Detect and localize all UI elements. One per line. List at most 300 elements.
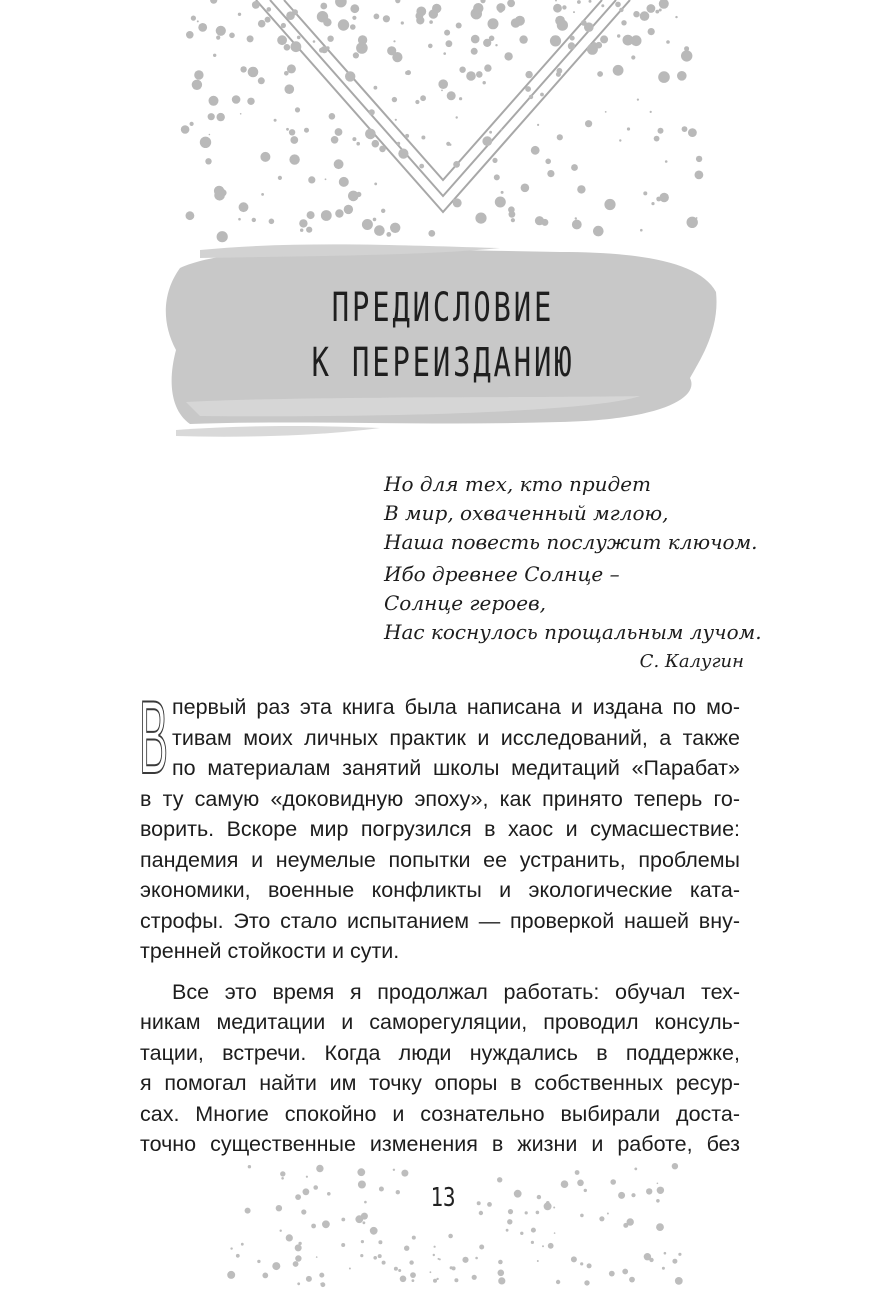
splatter-dot (334, 159, 344, 169)
splatter-dot (484, 64, 491, 71)
splatter-dot (326, 46, 330, 50)
splatter-dot (604, 199, 615, 210)
splatter-dot (682, 126, 688, 132)
splatter-dot (232, 95, 241, 104)
splatter-dot (248, 1165, 251, 1168)
splatter-dot (550, 35, 561, 46)
splatter-dot (637, 99, 639, 101)
splatter-dot (280, 1230, 282, 1232)
splatter-dot (198, 23, 207, 32)
splatter-dot (475, 213, 486, 224)
splatter-dot (521, 184, 530, 193)
splatter-dot (412, 1279, 415, 1282)
splatter-dot (313, 40, 316, 43)
splatter-dot (650, 111, 652, 113)
paragraph-2-line: сах. Многие спокойно и сознательно выбирали доста- (140, 1101, 740, 1126)
splatter-dot (644, 1253, 651, 1260)
splatter-dot (297, 1282, 300, 1285)
splatter-dot (480, 0, 485, 3)
splatter-dot (647, 4, 656, 13)
splatter-dot (640, 11, 650, 21)
splatter-dot (562, 5, 566, 9)
splatter-dot (383, 15, 390, 22)
splatter-dot (286, 128, 289, 131)
splatter-dot (265, 17, 271, 23)
epigraph-line: Ибо древнее Солнце – (384, 562, 620, 586)
splatter-dot (629, 1277, 635, 1283)
splatter-dot (433, 1254, 435, 1256)
splatter-dot (236, 1254, 240, 1258)
splatter-dot (573, 11, 575, 13)
splatter-dot (397, 142, 400, 145)
splatter-dot (352, 16, 356, 20)
splatter-dot (361, 1213, 368, 1220)
splatter-dot (577, 185, 585, 193)
splatter-dot (436, 1278, 438, 1280)
splatter-dot (295, 1244, 302, 1251)
splatter-dot (519, 35, 527, 43)
splatter-dot (662, 1267, 665, 1270)
splatter-dot (428, 44, 433, 49)
splatter-dot (687, 217, 698, 228)
splatter-dot (257, 1260, 260, 1263)
splatter-dot (208, 113, 215, 120)
splatter-dot (393, 40, 395, 42)
splatter-dot (317, 11, 328, 22)
splatter-dot (258, 77, 265, 84)
splatter-dot (216, 26, 226, 36)
splatter-dot (419, 164, 424, 169)
splatter-dot (281, 23, 286, 28)
splatter-dot (498, 8, 503, 13)
splatter-dot (353, 52, 359, 58)
splatter-dot (247, 98, 254, 105)
splatter-dot (623, 1223, 628, 1228)
splatter-dot (290, 136, 298, 144)
splatter-dot (489, 36, 495, 42)
splatter-dot (200, 137, 211, 148)
splatter-dot (660, 193, 669, 202)
splatter-dot (350, 4, 359, 13)
splatter-dot (619, 8, 623, 12)
splatter-dot (597, 71, 603, 77)
splatter-dot (240, 66, 246, 72)
splatter-dot (656, 1223, 664, 1231)
splatter-dot (289, 129, 295, 135)
splatter-dot (531, 146, 540, 155)
splatter-dot (601, 4, 604, 7)
splatter-dot (269, 219, 275, 225)
splatter-dot (495, 197, 506, 208)
splatter-dot (398, 149, 408, 159)
splatter-dot (529, 95, 533, 99)
splatter-dot (352, 137, 356, 141)
splatter-dot (300, 229, 303, 232)
splatter-dot (386, 232, 391, 237)
splatter-dot (197, 20, 199, 22)
splatter-dot (631, 55, 635, 59)
splatter-dot (374, 86, 378, 90)
splatter-dot (593, 226, 604, 237)
splatter-dot (329, 113, 336, 120)
paragraph-2-line: никам медитации и саморегуляции, проводил консуль- (140, 1010, 740, 1034)
splatter-dot (412, 1236, 416, 1240)
splatter-dot (537, 1260, 539, 1262)
splatter-dot (525, 86, 531, 92)
splatter-dot (675, 16, 677, 18)
splatter-dot (387, 46, 396, 55)
paragraph-1-line: строфы. Это стало испытанием — проверкой нашей вну- (140, 908, 740, 933)
splatter-dot (495, 44, 497, 46)
splatter-dot (577, 0, 581, 4)
splatter-dot (280, 1171, 285, 1176)
splatter-dot (350, 24, 356, 30)
page-number: 13 (430, 1183, 456, 1213)
splatter-dot (274, 119, 277, 122)
splatter-dot (599, 1216, 604, 1221)
splatter-dot (498, 1277, 505, 1284)
splatter-dot (520, 1232, 523, 1235)
splatter-dot (542, 1245, 544, 1247)
splatter-dot (378, 1240, 382, 1244)
splatter-dot (349, 1268, 351, 1270)
splatter-dot (308, 176, 315, 183)
splatter-dot (229, 33, 235, 39)
splatter-dot (306, 227, 312, 233)
splatter-dot (633, 11, 639, 17)
splatter-dot (241, 1243, 244, 1246)
splatter-dot (489, 131, 492, 134)
splatter-dot (471, 48, 478, 55)
splatter-dot (678, 1253, 681, 1256)
splatter-dot (501, 191, 504, 194)
splatter-dot (400, 1276, 407, 1283)
splatter-dot (393, 1169, 395, 1171)
splatter-dot (252, 1, 260, 9)
splatter-dot (589, 0, 592, 3)
splatter-dot (363, 1221, 366, 1224)
splatter-dot (227, 1271, 235, 1279)
splatter-dot (190, 122, 194, 126)
splatter-dot (295, 107, 300, 112)
splatter-dot (631, 35, 642, 46)
epigraph-line: Но для тех, кто придет (384, 472, 651, 496)
splatter-dot (335, 0, 347, 7)
splatter-dot (335, 128, 343, 136)
splatter-dot (404, 1246, 409, 1251)
splatter-dot (295, 1255, 301, 1261)
splatter-dot (428, 230, 435, 237)
splatter-dot (473, 3, 483, 13)
ink-splatter-bottom (227, 1163, 682, 1287)
splatter-dot (361, 1240, 364, 1243)
splatter-dot (284, 44, 291, 51)
paragraph-2-line: Все это время я продолжал работать: обучал тех- (172, 979, 740, 1004)
splatter-dot (398, 1269, 401, 1272)
splatter-dot (450, 1266, 453, 1269)
splatter-dot (568, 42, 575, 49)
splatter-dot (186, 31, 194, 39)
splatter-dot (664, 1252, 667, 1255)
splatter-dot (453, 161, 460, 168)
splatter-dot (217, 113, 225, 121)
splatter-dot (571, 164, 578, 171)
ink-splatter-top (181, 0, 704, 242)
splatter-dot (658, 128, 664, 134)
paragraph-1-line: тренней стойкости и сути. (140, 939, 400, 963)
splatter-dot (370, 1227, 378, 1235)
splatter-dot (548, 1243, 554, 1249)
splatter-dot (444, 30, 450, 36)
paragraph-1-line: пандемия и неумелые попытки ее устранить, проблемы (140, 847, 740, 872)
splatter-dot (348, 191, 359, 202)
splatter-dot (531, 1241, 534, 1244)
splatter-dot (439, 1258, 441, 1260)
splatter-dot (401, 1170, 408, 1177)
splatter-dot (209, 134, 211, 136)
splatter-dot (488, 18, 499, 29)
splatter-dot (497, 1177, 502, 1182)
epigraph-line: В мир, охваченный мглою, (384, 501, 669, 525)
splatter-dot (186, 211, 195, 220)
splatter-dot (238, 218, 241, 221)
splatter-dot (194, 70, 203, 79)
splatter-dot (507, 1219, 512, 1224)
splatter-dot (322, 1220, 330, 1228)
splatter-dot (454, 1278, 458, 1282)
splatter-dot (374, 225, 385, 236)
splatter-dot (247, 35, 254, 42)
splatter-dot (319, 48, 324, 53)
splatter-dot (379, 146, 386, 153)
splatter-dot (421, 136, 425, 140)
paragraph-2-line: я помогал найти им точку опоры в собственных ресур- (140, 1071, 740, 1095)
paragraph-1-line: ворить. Вскоре мир погрузился в хаос и сумасшествие: (140, 817, 740, 841)
splatter-dot (525, 71, 532, 78)
splatter-dot (511, 218, 515, 222)
splatter-dot (401, 21, 404, 24)
splatter-dot (688, 128, 697, 137)
splatter-dot (230, 1247, 232, 1249)
splatter-dot (659, 0, 669, 9)
splatter-dot (420, 95, 426, 101)
splatter-dot (319, 1273, 324, 1278)
splatter-dot (321, 1282, 326, 1287)
splatter-dot (494, 174, 500, 180)
splatter-dot (677, 71, 687, 81)
paragraph-2-line: тации, встречи. Когда люди нуждались в поддержке, (140, 1040, 740, 1065)
splatter-dot (395, 0, 400, 3)
epigraph-line: Нас коснулось прощальным лучом. (384, 620, 762, 644)
splatter-dot (456, 116, 458, 118)
splatter-dot (506, 1229, 509, 1232)
splatter-dot (492, 158, 497, 163)
splatter-dot (672, 1163, 678, 1169)
splatter-dot (373, 218, 377, 222)
splatter-dot (410, 1272, 416, 1278)
splatter-dot (466, 71, 476, 81)
splatter-dot (392, 97, 397, 102)
paragraph-1-line: экономики, военные конфликты и экологические ката- (140, 878, 740, 902)
splatter-dot (621, 20, 626, 25)
splatter-dot (316, 1165, 323, 1172)
splatter-dot (448, 1234, 453, 1239)
splatter-dot (248, 67, 259, 78)
splatter-dot (299, 219, 307, 227)
splatter-dot (498, 1270, 505, 1277)
chapter-title-line-2: К ПЕРЕИЗДАНИЮ (311, 340, 575, 386)
splatter-dot (600, 35, 608, 43)
splatter-dot (609, 1271, 615, 1277)
splatter-dot (619, 139, 621, 141)
splatter-dot (262, 1273, 268, 1279)
splatter-dot (531, 1228, 536, 1233)
splatter-dot (374, 183, 377, 186)
paragraph-1-line: в ту самую «доковидную эпоху», как принято теперь го- (140, 786, 740, 811)
splatter-dot (580, 1262, 583, 1265)
splatter-dot (446, 40, 453, 47)
splatter-dot (648, 28, 655, 35)
splatter-dot (316, 1256, 318, 1258)
splatter-dot (498, 1260, 503, 1265)
splatter-dot (476, 71, 483, 78)
splatter-dot (415, 100, 419, 104)
splatter-dot (289, 154, 299, 164)
splatter-dot (655, 10, 659, 14)
splatter-dot (213, 54, 216, 57)
splatter-dot (430, 1271, 432, 1273)
splatter-dot (381, 209, 385, 213)
splatter-dot (394, 1267, 398, 1271)
splatter-dot (390, 223, 400, 233)
splatter-dot (374, 14, 380, 20)
splatter-dot (508, 206, 515, 213)
splatter-dot (365, 129, 376, 140)
splatter-dot (286, 1234, 293, 1241)
splatter-dot (325, 178, 327, 180)
splatter-dot (240, 113, 242, 115)
splatter-dot (459, 67, 465, 73)
splatter-dot (357, 46, 363, 52)
splatter-dot (306, 1176, 308, 1178)
splatter-dot (281, 1177, 284, 1180)
splatter-dot (373, 1256, 377, 1260)
splatter-dot (293, 1261, 299, 1267)
splatter-dot (320, 3, 327, 10)
epigraph (384, 470, 764, 677)
splatter-dot (267, 7, 272, 12)
splatter-dot (658, 71, 670, 83)
splatter-dot (553, 4, 562, 13)
splatter-dot (191, 16, 196, 21)
splatter-dot (672, 1259, 677, 1264)
splatter-dot (447, 91, 456, 100)
splatter-dot (306, 1276, 312, 1282)
splatter-dot (556, 72, 561, 77)
splatter-dot (341, 1243, 345, 1247)
splatter-dot (541, 219, 548, 226)
epigraph-author: С. Калугин (639, 651, 744, 672)
splatter-dot (260, 152, 270, 162)
splatter-dot (555, 0, 557, 2)
splatter-dot (507, 0, 515, 7)
splatter-dot (556, 1280, 560, 1284)
splatter-dot (654, 136, 660, 142)
splatter-dot (327, 36, 333, 42)
splatter-dot (585, 120, 592, 127)
splatter-dot (475, 1257, 478, 1260)
splatter-dot (409, 1260, 413, 1264)
splatter-dot (433, 1279, 437, 1283)
splatter-dot (441, 90, 443, 92)
splatter-dot (341, 1218, 345, 1222)
splatter-dot (504, 52, 512, 60)
splatter-dot (321, 210, 332, 221)
splatter-dot (416, 16, 424, 24)
splatter-dot (557, 20, 568, 31)
splatter-dot (406, 70, 411, 75)
splatter-dot (587, 44, 598, 55)
body-text (139, 680, 740, 1160)
splatter-dot (666, 40, 670, 44)
splatter-dot (217, 231, 228, 242)
splatter-dot (483, 81, 486, 84)
splatter-dot (261, 193, 264, 196)
splatter-dot (277, 35, 287, 45)
splatter-dot (572, 220, 582, 230)
splatter-dot (453, 199, 457, 203)
splatter-dot (429, 9, 438, 18)
splatter-dot (214, 190, 225, 201)
splatter-dot (545, 159, 551, 165)
splatter-dot (615, 2, 621, 8)
splatter-dot (617, 34, 620, 37)
splatter-dot (192, 80, 202, 90)
drop-cap-letter: В (139, 680, 169, 796)
splatter-dot (362, 219, 373, 230)
splatter-dot (584, 1280, 589, 1285)
splatter-dot (181, 125, 190, 134)
splatter-dot (540, 93, 544, 97)
splatter-dot (345, 71, 355, 81)
splatter-dot (643, 191, 647, 195)
splatter-dot (575, 217, 577, 219)
splatter-dot (438, 79, 448, 89)
splatter-dot (304, 128, 309, 133)
splatter-dot (278, 176, 282, 180)
paragraph-1-line: по материалам занятий школы медитаций «Парабат» (172, 756, 740, 780)
splatter-dot (456, 23, 462, 29)
splatter-dot (210, 0, 217, 4)
splatter-dot (307, 211, 315, 219)
splatter-dot (382, 1261, 386, 1265)
splatter-dot (378, 1254, 382, 1258)
splatter-dot (338, 19, 349, 30)
splatter-dot (537, 124, 539, 126)
splatter-dot (656, 197, 661, 202)
splatter-dot (344, 205, 353, 214)
splatter-dot (571, 1256, 577, 1262)
splatter-dot (651, 202, 654, 205)
epigraph-line: Солнце героев, (384, 591, 547, 615)
chapter-title-line-1: ПРЕДИСЛОВИЕ (331, 285, 555, 331)
splatter-dot (311, 1224, 316, 1229)
splatter-dot (547, 170, 554, 177)
splatter-dot (659, 9, 662, 12)
splatter-dot (580, 1214, 584, 1218)
paragraph-1-line: первый раз эта книга была написана и издана по мо- (172, 695, 740, 719)
splatter-dot (462, 1257, 468, 1263)
